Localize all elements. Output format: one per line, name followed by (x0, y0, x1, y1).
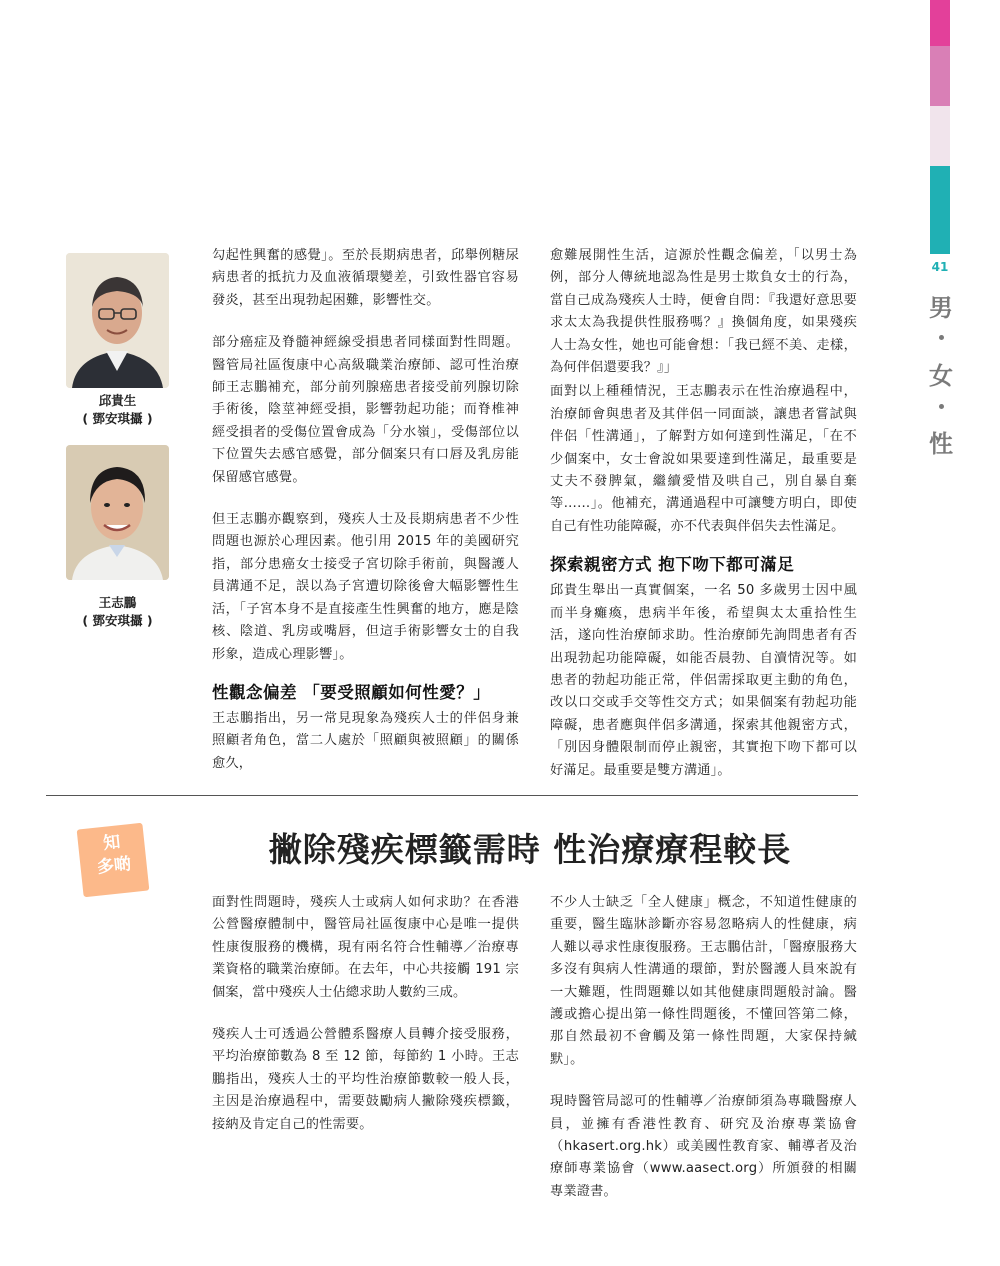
section-title-dot (939, 335, 944, 340)
side-tab-3 (930, 106, 950, 166)
sidebar-paragraph: 現時醫管局認可的性輔導／治療師須為專職醫療人員，並擁有香港性教育、研究及治療專業協會（hkasert.org.hk）或美國性教育家、輔導者及治療師專業協會（www.aasect.org）所頒發的相關專業證書。 (550, 1094, 857, 1199)
article-column-2 (550, 245, 857, 782)
portrait-credit-1: ( 鄧安琪攝 ) (82, 411, 153, 426)
article-subheading: 探索親密方式 抱下吻下都可滿足 (550, 555, 795, 575)
sidebar-paragraph: 面對性問題時，殘疾人士或病人如何求助？在香港公營醫療體制中，醫管局社區復康中心是唯一提供性康復服務的機構，現有兩名符合性輔導／治療專業資格的職業治療師。在去年，中心共接觸 191 宗個案，當中殘疾人士佔總求助人數約三成。 (212, 895, 519, 1000)
section-title-char-1: 男 (929, 293, 953, 322)
portrait-name-2: 王志鵬 (98, 595, 137, 610)
article-paragraph: 面對以上種種情況，王志鵬表示在性治療過程中，治療師會與患者及其伴侶一同面談，讓患者嘗試與伴侶「性溝通」，了解對方如何達到性滿足，「在不少個案中，女士會說如果要達到性滿足，最重要是丈夫不發脾氣，繼續愛惜及哄自己，別自暴自棄等……」。他補充，溝通過程中可讓雙方明白，即使自己有性功能障礙，亦不代表與伴侶失去性滿足。 (550, 384, 857, 534)
sidebar-paragraph: 殘疾人士可透過公營體系醫療人員轉介接受服務，平均治療節數為 8 至 12 節，每節約 1 小時。王志鵬指出，殘疾人士的平均性治療節數較一般人長，主因是治療過程中，需要鼓勵病人撇除殘疾標籤，接納及肯定自己的性需要。 (212, 1027, 519, 1132)
info-badge-line-1: 知 (102, 832, 122, 854)
article-paragraph: 愈難展開性生活，這源於性觀念偏差，「以男士為例，部分人傳統地認為性是男士欺負女士的行為，當自己成為殘疾人士時，便會自問：『我還好意思要求太太為我提供性服務嗎？』換個角度，如果殘疾人士為女性，她也可能會想：「我已經不美、走樣，為何伴侶還要我？』」 (550, 248, 857, 376)
sidebar-column-1 (212, 892, 519, 1136)
portrait-photo-2 (66, 445, 169, 580)
section-divider (46, 795, 858, 796)
portrait-photo-1 (66, 253, 169, 388)
side-tab-2 (930, 46, 950, 106)
section-title-char-3: 性 (929, 429, 953, 458)
page-number: 41 (931, 260, 949, 274)
section-title-dot (939, 404, 944, 409)
section-title-char-2: 女 (929, 361, 953, 390)
portrait-name-1: 邱貴生 (98, 393, 137, 408)
sidebar-column-2 (550, 892, 857, 1203)
article-column-1 (212, 245, 519, 775)
article-paragraph: 但王志鵬亦觀察到，殘疾人士及長期病患者不少性問題也源於心理因素。他引用 2015 年的美國研究指，部分患癌女士接受子宮切除手術前，與醫護人員溝通不足，誤以為子宮遭切除後會大幅影響性生活，「子宮本身不是直接產生性興奮的地方，應是陰核、陰道、乳房或嘴唇，但這手術影響女士的自我形象，造成心理影響」。 (212, 512, 519, 662)
info-badge-line-2: 多啲 (96, 854, 133, 878)
article-paragraph: 邱貴生舉出一真實個案，一名 50 多歲男士因中風而半身癱瘓，患病半年後，希望與太太重拾性生活，遂向性治療師求助。性治療師先詢問患者有否出現勃起功能障礙，如能否晨勃、自瀆情況等。如患者的勃起功能正常，伴侶需採取更主動的角色，改以口交或手交等性交方式；如果個案有勃起功能障礙，患者應與伴侶多溝通，探索其他親密方式，「別因身體限制而停止親密，其實抱下吻下都可以好滿足。最重要是雙方溝通」。 (550, 583, 857, 778)
article-paragraph: 勾起性興奮的感覺」。至於長期病患者，邱舉例糖尿病患者的抵抗力及血液循環變差，引致性器官容易發炎，甚至出現勃起困難，影響性交。 (212, 248, 519, 308)
portrait-credit-2: ( 鄧安琪攝 ) (82, 613, 153, 628)
info-badge-text (78, 829, 148, 882)
article-paragraph: 部分癌症及脊髓神經線受損患者同樣面對性問題。醫管局社區復康中心高級職業治療師、認可性治療師王志鵬補充，部分前列腺癌患者接受前列腺切除手術後，陰莖神經受損，影響勃起功能；而脊椎神經受損者的受傷位置會成為「分水嶺」，受傷部位以下位置失去感官感覺，部分個案只有口唇及乳房能保留感官感覺。 (212, 335, 519, 485)
side-tab-4 (930, 166, 950, 254)
article-subheading: 性觀念偏差 「要受照顧如何性愛？」 (212, 682, 491, 702)
sidebar-paragraph: 不少人士缺乏「全人健康」概念，不知道性健康的重要，醫生臨牀診斷亦容易忽略病人的性健康，病人難以尋求性康復服務。王志鵬估計，「醫療服務大多沒有與病人性溝通的環節，對於醫護人員來說有一大難題，性問題難以如其他健康問題般討論。醫護或擔心提出第一條性問題後，不懂回答第二條，那自然最初不會觸及第一條性問題，大家保持緘默」。 (550, 895, 857, 1067)
sidebar-title: 撇除殘疾標籤需時 性治療療程較長 (268, 830, 792, 869)
side-tab-1 (930, 0, 950, 46)
article-paragraph: 王志鵬指出，另一常見現象為殘疾人士的伴侶身兼照顧者角色，當二人處於「照顧與被照顧」的關係愈久， (212, 710, 519, 771)
